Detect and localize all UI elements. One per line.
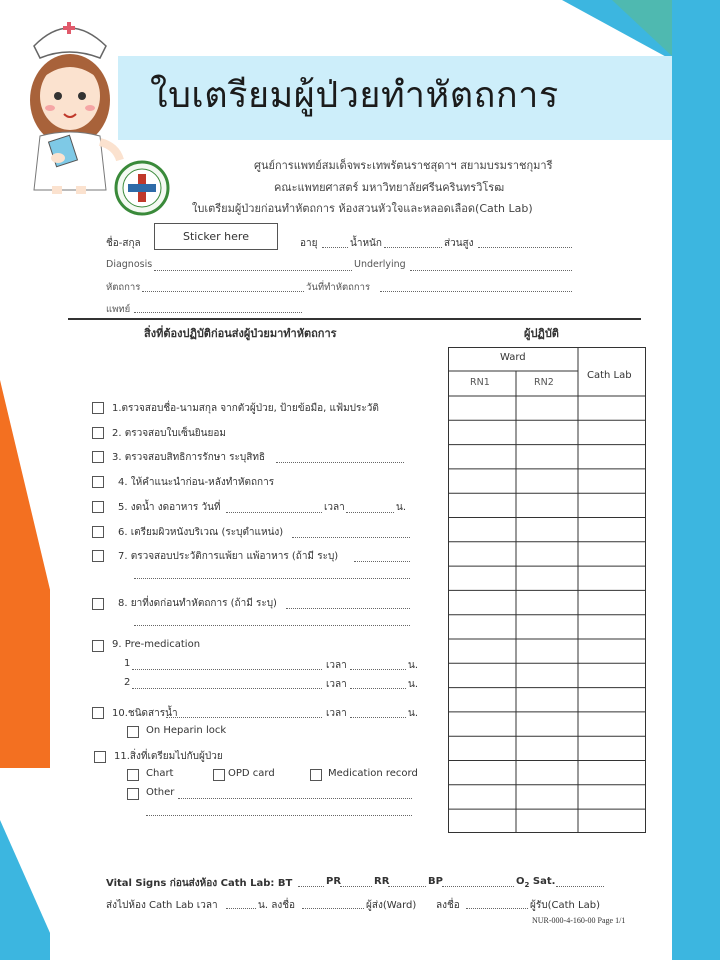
bp-field[interactable] bbox=[442, 886, 514, 887]
checkbox-opd-card[interactable] bbox=[213, 769, 225, 781]
item-5-label: 5. งดน้ำ งดอาหาร วันที่ bbox=[118, 502, 221, 513]
item-10-label: 10.ชนิดสารน้ำ bbox=[112, 708, 178, 719]
item-6-field[interactable] bbox=[292, 537, 410, 538]
hospital-logo bbox=[112, 160, 172, 216]
o2-letter: O bbox=[516, 876, 525, 887]
diagnosis-field[interactable] bbox=[154, 270, 352, 271]
item-11-label: 11.สิ่งที่เตรียมไปกับผู้ป่วย bbox=[114, 751, 223, 762]
ward-header: Ward bbox=[500, 352, 526, 363]
name-label: ชื่อ-สกุล bbox=[106, 238, 141, 249]
item-2-label: 2. ตรวจสอบใบเซ็นยินยอม bbox=[112, 428, 226, 439]
item-8-label: 8. ยาที่งดก่อนทำหัตถการ (ถ้ามี ระบุ) bbox=[118, 598, 277, 609]
item-5-date-field[interactable] bbox=[226, 512, 322, 513]
checkbox-item-11[interactable] bbox=[94, 751, 106, 763]
procedure-label: หัตถการ bbox=[106, 282, 141, 293]
o2-sat-field[interactable] bbox=[556, 886, 604, 887]
opd-card-label: OPD card bbox=[228, 768, 275, 779]
doctor-label: แพทย์ bbox=[106, 304, 131, 315]
checkbox-item-1[interactable] bbox=[92, 402, 104, 414]
heparin-label: On Heparin lock bbox=[146, 725, 227, 736]
checkbox-item-4[interactable] bbox=[92, 476, 104, 488]
performer-table bbox=[448, 347, 646, 833]
checkbox-item-8[interactable] bbox=[92, 598, 104, 610]
checkbox-other[interactable] bbox=[127, 788, 139, 800]
blue-decoration-right bbox=[672, 0, 720, 960]
send-sign-label: น. ลงชื่อ bbox=[258, 900, 295, 911]
premed-2-number: 2 bbox=[124, 677, 131, 688]
weight-field[interactable] bbox=[384, 247, 442, 248]
bt-field[interactable] bbox=[298, 886, 324, 887]
item-4-label: 4. ให้คำแนะนำก่อน-หลังทำหัตถการ bbox=[118, 477, 275, 488]
item-7-label: 7. ตรวจสอบประวัติการแพ้ยา แพ้อาหาร (ถ้ามี ระบุ) bbox=[118, 551, 339, 562]
section-divider bbox=[68, 318, 641, 320]
sender-label: ผู้ส่ง(Ward) bbox=[366, 900, 417, 911]
premed-2-unit: น. bbox=[408, 679, 419, 690]
height-field[interactable] bbox=[478, 247, 572, 248]
header-line-3: ใบเตรียมผู้ป่วยก่อนทำหัตถการ ห้องสวนหัวใจและหลอดเลือด(Cath Lab) bbox=[192, 202, 533, 215]
vital-signs-label: Vital Signs ก่อนส่งห้อง Cath Lab: BT bbox=[106, 878, 293, 889]
sat-label: Sat. bbox=[532, 876, 556, 887]
item-5-time-field[interactable] bbox=[346, 512, 394, 513]
checkbox-item-6[interactable] bbox=[92, 526, 104, 538]
pr-field[interactable] bbox=[340, 886, 372, 887]
item-9-label: 9. Pre-medication bbox=[112, 639, 201, 650]
pr-label: PR bbox=[326, 876, 342, 887]
checkbox-item-7[interactable] bbox=[92, 550, 104, 562]
checkbox-medication-record[interactable] bbox=[310, 769, 322, 781]
item-5-unit: น. bbox=[396, 502, 407, 513]
checkbox-item-2[interactable] bbox=[92, 427, 104, 439]
procedure-date-field[interactable] bbox=[380, 291, 572, 292]
other-label: Other bbox=[146, 787, 175, 798]
checkbox-chart[interactable] bbox=[127, 769, 139, 781]
item-5-time-label: เวลา bbox=[324, 502, 345, 513]
send-time-field[interactable] bbox=[226, 908, 256, 909]
procedure-date-label: วันที่ทำหัตถการ bbox=[306, 282, 371, 293]
item-3-field[interactable] bbox=[276, 462, 404, 463]
premed-2-time-label: เวลา bbox=[326, 679, 347, 690]
premed-1-time-field[interactable] bbox=[350, 669, 406, 670]
age-label: อายุ bbox=[300, 238, 318, 249]
checkbox-item-5[interactable] bbox=[92, 501, 104, 513]
premed-1-number: 1 bbox=[124, 658, 131, 669]
underlying-label: Underlying bbox=[354, 259, 406, 270]
item-1-label: 1.ตรวจสอบชื่อ-นามสกุล จากตัวผู้ป่วย, ป้ายข้อมือ, แฟ้มประวัติ bbox=[112, 403, 379, 414]
page-title: ใบเตรียมผู้ป่วยทำหัตถการ bbox=[150, 75, 559, 116]
chart-label: Chart bbox=[146, 768, 174, 779]
sender-sign-field[interactable] bbox=[302, 908, 364, 909]
send-time-label: ส่งไปห้อง Cath Lab เวลา bbox=[106, 900, 218, 911]
premed-1-field[interactable] bbox=[132, 669, 322, 670]
rn2-header: RN2 bbox=[534, 377, 554, 388]
nurse-illustration bbox=[14, 10, 124, 195]
weight-label: น้ำหนัก bbox=[350, 238, 382, 249]
receiver-sign-label: ลงชื่อ bbox=[436, 900, 460, 911]
item-10-field[interactable] bbox=[166, 717, 322, 718]
age-field[interactable] bbox=[322, 247, 348, 248]
cathlab-header: Cath Lab bbox=[587, 370, 632, 381]
bp-label: BP bbox=[428, 876, 443, 887]
height-label: ส่วนสูง bbox=[444, 238, 474, 249]
rr-field[interactable] bbox=[388, 886, 426, 887]
item-8-field-2[interactable] bbox=[134, 625, 410, 626]
receiver-label: ผู้รับ(Cath Lab) bbox=[530, 900, 600, 911]
item-7-field[interactable] bbox=[354, 561, 410, 562]
sticker-box: Sticker here bbox=[154, 223, 278, 250]
premed-2-time-field[interactable] bbox=[350, 688, 406, 689]
procedure-field[interactable] bbox=[142, 291, 304, 292]
item-7-field-2[interactable] bbox=[134, 578, 410, 579]
rn1-header: RN1 bbox=[470, 377, 490, 388]
checkbox-item-9[interactable] bbox=[92, 640, 104, 652]
todo-title: สิ่งที่ต้องปฏิบัติก่อนส่งผู้ป่วยมาทำหัตถการ bbox=[144, 327, 337, 340]
diagnosis-label: Diagnosis bbox=[106, 259, 153, 270]
header-line-1: ศูนย์การแพทย์สมเด็จพระเทพรัตนราชสุดาฯ สยามบรมราชกุมารี bbox=[254, 159, 553, 172]
other-field[interactable] bbox=[178, 798, 412, 799]
checkbox-heparin[interactable] bbox=[127, 726, 139, 738]
underlying-field[interactable] bbox=[410, 270, 572, 271]
form-code: NUR-000-4-160-00 Page 1/1 bbox=[532, 916, 626, 925]
o2-subscript: 2 bbox=[524, 881, 530, 889]
premed-1-time-label: เวลา bbox=[326, 660, 347, 671]
item-8-field[interactable] bbox=[286, 608, 410, 609]
performer-title: ผู้ปฏิบัติ bbox=[524, 327, 559, 340]
medication-record-label: Medication record bbox=[328, 768, 418, 779]
checkbox-item-10[interactable] bbox=[92, 707, 104, 719]
rr-label: RR bbox=[374, 876, 390, 887]
teal-decoration bbox=[612, 0, 672, 56]
receiver-sign-field[interactable] bbox=[466, 908, 528, 909]
other-field-2[interactable] bbox=[146, 815, 412, 816]
premed-2-field[interactable] bbox=[132, 688, 322, 689]
premed-1-unit: น. bbox=[408, 660, 419, 671]
o2-label bbox=[516, 876, 555, 889]
item-10-unit: น. bbox=[408, 708, 419, 719]
item-10-time-label: เวลา bbox=[326, 708, 347, 719]
header-line-2: คณะแพทยศาสตร์ มหาวิทยาลัยศรีนครินทรวิโรฒ bbox=[274, 181, 505, 194]
item-10-time-field[interactable] bbox=[350, 717, 406, 718]
performer-grid bbox=[448, 347, 646, 833]
item-6-label: 6. เตรียมผิวหนังบริเวณ (ระบุตำแหน่ง) bbox=[118, 527, 284, 538]
doctor-field[interactable] bbox=[134, 312, 302, 313]
checkbox-item-3[interactable] bbox=[92, 451, 104, 463]
item-3-label: 3. ตรวจสอบสิทธิการรักษา ระบุสิทธิ bbox=[112, 452, 266, 463]
